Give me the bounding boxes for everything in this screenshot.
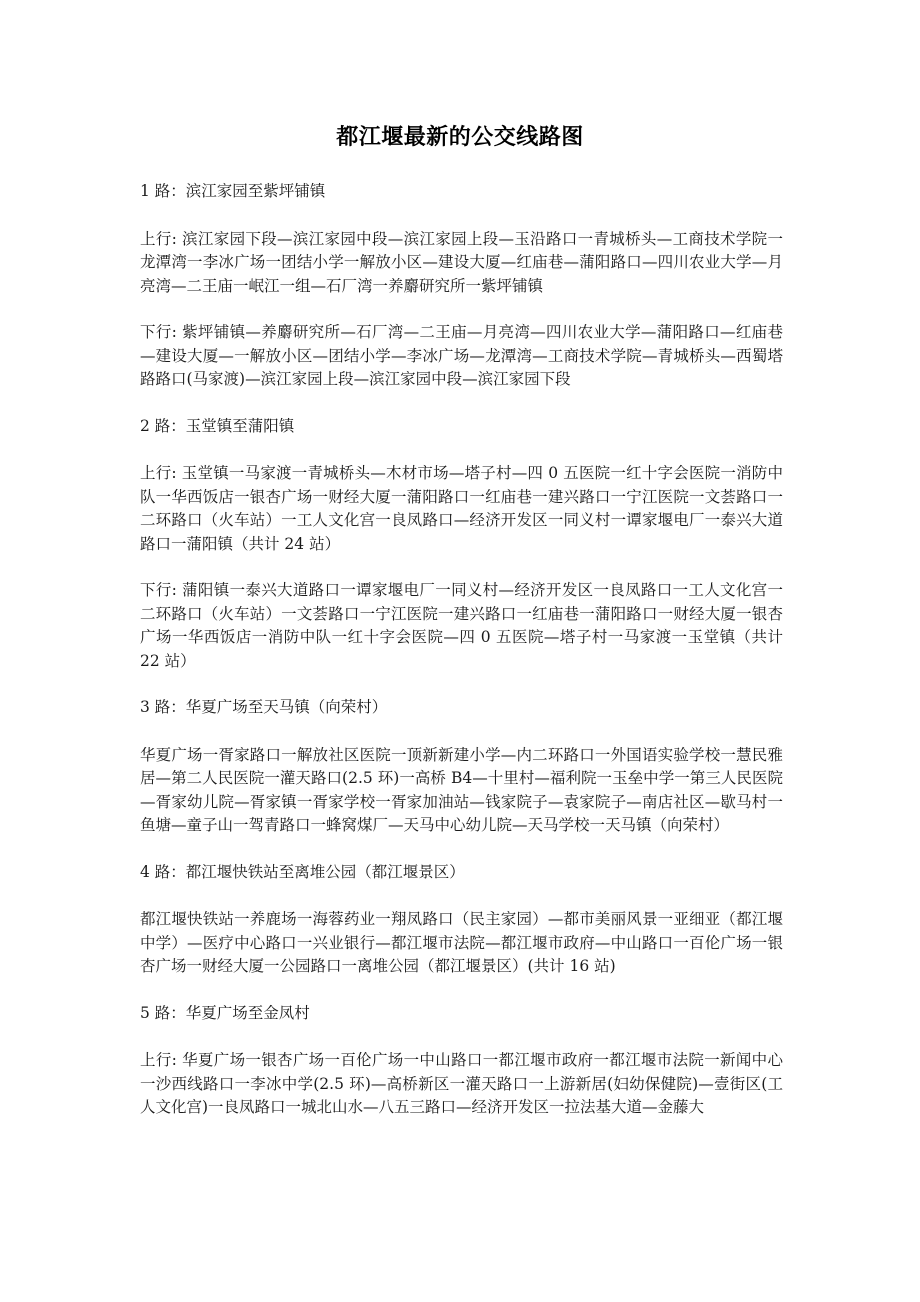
route-5-upbound: 上行: 华夏广场一银杏广场一百伦广场一中山路口一都江堰市政府一都江堰市法院一新闻中心一沙西线路口一李冰中学(2.5 环)—高桥新区一灌天路口一上游新居(妇幼保健院)—壹街区(工人文化宫)一良凤路口一城北山水—八五三路口—经济开发区一拉法基大道—金藤大 <box>140 1051 783 1116</box>
route-4-heading: 4 路：都江堰快铁站至离堆公园（都江堰景区） <box>140 862 465 881</box>
route-5-heading: 5 路：华夏广场至金凤村 <box>140 1003 310 1022</box>
route-1-upbound: 上行: 滨江家园下段—滨江家园中段—滨江家园上段—玉沿路口一青城桥头—工商技术学院一龙潭湾一李冰广场一团结小学一解放小区—建设大厦—红庙巷—蒲阳路口—四川农业大学—月亮湾—二王庙一岷江一组—石厂湾一养麝研究所一紫坪铺镇 <box>140 229 783 295</box>
document-body <box>140 180 783 1143</box>
route-2-upbound: 上行: 玉堂镇一马家渡一青城桥头—木材市场—塔子村—四 0 五医院一红十字会医院一消防中队一华西饭店一银杏广场一财经大厦一蒲阳路口一红庙巷一建兴路口一宁江医院一文荟路口一二环路口（火车站）一工人文化宫一良凤路口—经济开发区一同义村一谭家堰电厂一泰兴大道路口一蒲阳镇（共计 24 站） <box>140 464 783 553</box>
route-1-heading: 1 路：滨江家园至紫坪铺镇 <box>140 182 326 200</box>
route-2-downbound: 下行: 蒲阳镇一泰兴大道路口一谭家堰电厂一同义村—经济开发区一良凤路口一工人文化宫一二环路口（火车站）一文荟路口一宁江医院一建兴路口一红庙巷一蒲阳路口一财经大厦一银杏广场一华西饭店一消防中队一红十字会医院—四 0 五医院—塔子村一马家渡一玉堂镇（共计 22 站） <box>140 581 783 670</box>
route-3-stops: 华夏广场一胥家路口一解放社区医院一顶新新建小学—内二环路口一外国语实验学校一慧民雅居—第二人民医院一灌天路口(2.5 环)一高桥 B4—十里村—福利院一玉垒中学一第三人民医院—胥家幼儿院—胥家镇一胥家学校一胥家加油站—钱家院子—袁家院子—南店社区—歇马村一鱼塘—童子山一驾青路口一蜂窝煤厂—天马中心幼儿院—天马学校一天马镇（向荣村） <box>140 745 783 834</box>
route-1-downbound: 下行: 紫坪铺镇—养麝研究所—石厂湾—二王庙—月亮湾—四川农业大学—蒲阳路口—红庙巷—建设大厦—一解放小区—团结小学—李冰广场—龙潭湾—工商技术学院—青城桥头—西蜀塔路路口(马家渡)—滨江家园上段—滨江家园中段—滨江家园下段 <box>140 323 783 388</box>
route-4-stops: 都江堰快铁站一养鹿场一海蓉药业一翔凤路口（民主家园）—都市美丽风景一亚细亚（都江堰中学）—医疗中心路口一兴业银行—都江堰市法院—都江堰市政府—中山路口一百伦广场一银杏广场一财经大厦一公园路口一离堆公园（都江堰景区）(共计 16 站) <box>140 910 783 975</box>
route-2-heading: 2 路：玉堂镇至蒲阳镇 <box>140 416 295 435</box>
page-title: 都江堰最新的公交线路图 <box>336 124 584 150</box>
route-3-heading: 3 路：华夏广场至天马镇（向荣村） <box>140 698 388 716</box>
